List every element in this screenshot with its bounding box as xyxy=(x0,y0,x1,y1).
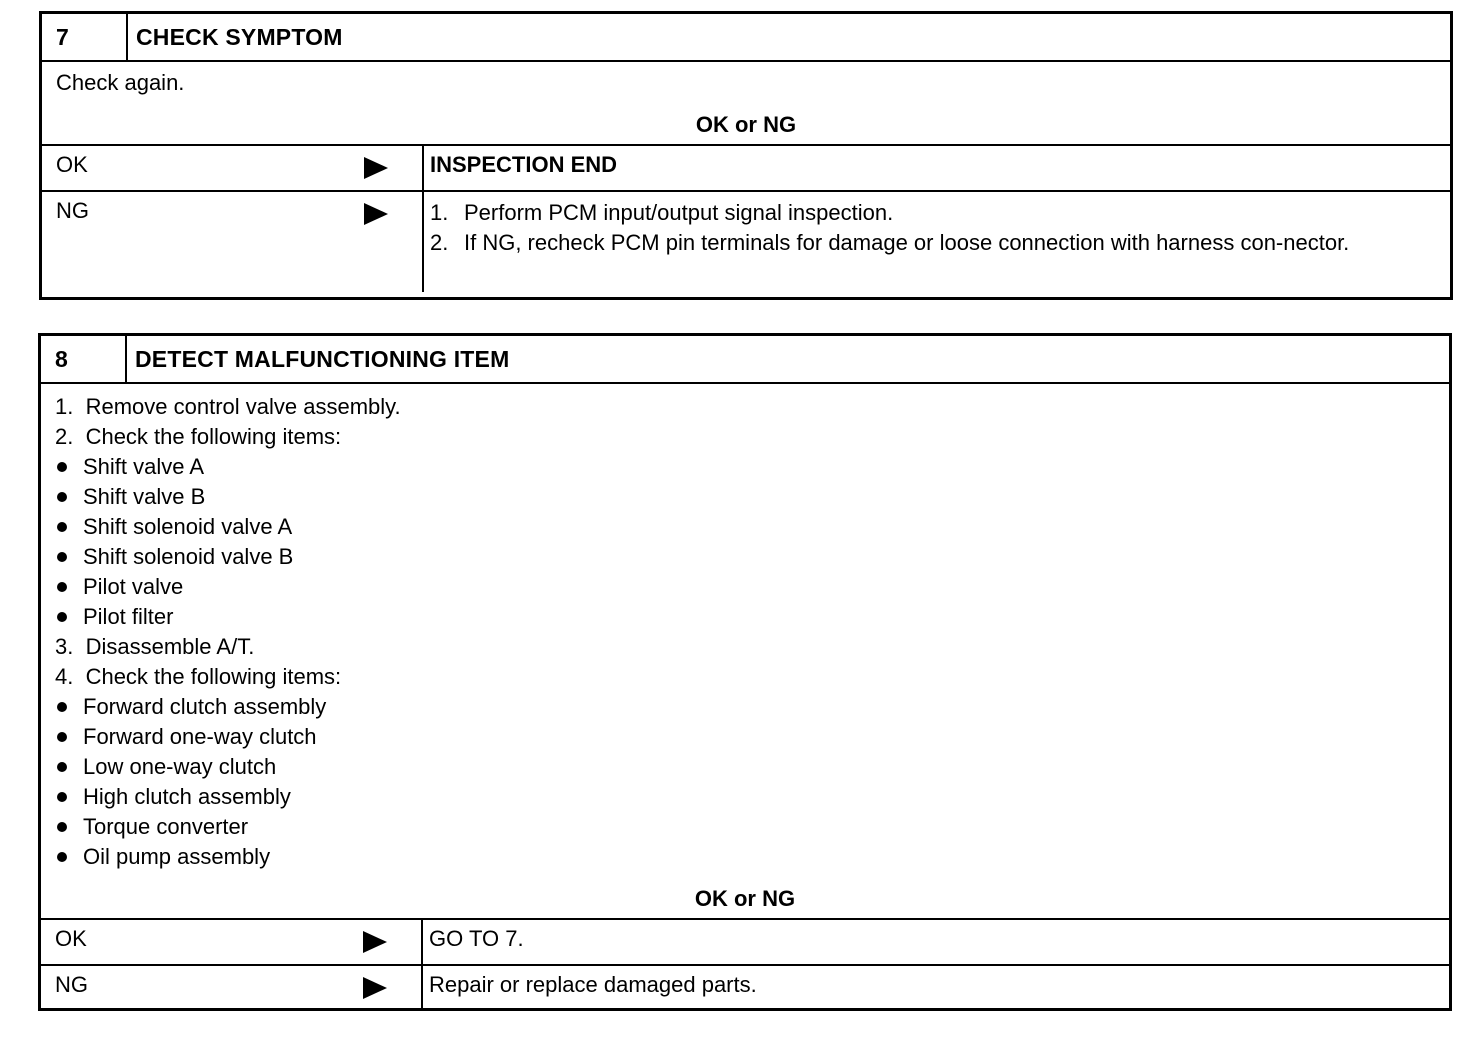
ok-label: OK xyxy=(56,152,88,177)
ng-cell xyxy=(42,192,424,292)
bullet-text: Forward one-way clutch xyxy=(83,724,317,749)
ok-or-ng-label: OK or NG xyxy=(41,880,1449,920)
bullet-item xyxy=(55,842,1449,872)
bullet-icon xyxy=(57,732,67,742)
numbered-step: 1. Remove control valve assembly. xyxy=(55,394,401,419)
arrow-right-icon xyxy=(363,977,387,999)
bullet-item xyxy=(55,542,1449,572)
ok-result: GO TO 7. xyxy=(429,926,524,951)
step-8-header xyxy=(41,336,1449,384)
step-number: 8 xyxy=(41,336,127,382)
ng-row xyxy=(42,192,1450,292)
bullet-item xyxy=(55,512,1449,542)
step-7-table xyxy=(39,11,1453,300)
numbered-step: 4. Check the following items: xyxy=(55,664,342,689)
bullet-icon xyxy=(57,582,67,592)
ng-label: NG xyxy=(55,972,88,997)
ng-result: Repair or replace damaged parts. xyxy=(429,972,757,997)
bullet-icon xyxy=(57,852,67,862)
bullet-text: High clutch assembly xyxy=(83,784,291,809)
ok-result-text: INSPECTION END xyxy=(430,152,618,177)
bullet-item xyxy=(55,482,1449,512)
ng-cell xyxy=(41,966,423,1010)
arrow-right-icon xyxy=(364,203,388,225)
ok-cell xyxy=(42,146,424,190)
bullet-text: Pilot valve xyxy=(83,574,184,599)
bullet-icon xyxy=(57,792,67,802)
bullet-item xyxy=(55,812,1449,842)
bullet-text: Shift valve B xyxy=(83,484,206,509)
bullet-item xyxy=(55,752,1449,782)
numbered-step: 3. Disassemble A/T. xyxy=(55,634,255,659)
ok-row xyxy=(42,146,1450,192)
bullet-icon xyxy=(57,552,67,562)
ok-row xyxy=(41,920,1449,966)
bullet-text: Oil pump assembly xyxy=(83,844,271,869)
arrow-right-icon xyxy=(364,157,388,179)
bullet-icon xyxy=(57,612,67,622)
bullet-text: Low one-way clutch xyxy=(83,754,277,779)
instruction-list xyxy=(55,392,1449,872)
ng-row xyxy=(41,966,1449,1010)
bullet-item xyxy=(55,782,1449,812)
bullet-text: Shift solenoid valve A xyxy=(83,514,293,539)
ng-result xyxy=(424,192,1450,292)
step-title: DETECT MALFUNCTIONING ITEM xyxy=(135,345,510,372)
ok-or-ng-label: OK or NG xyxy=(42,106,1450,146)
bullet-icon xyxy=(57,462,67,472)
bullet-item xyxy=(55,572,1449,602)
ok-cell xyxy=(41,920,423,964)
bullet-text: Shift valve A xyxy=(83,454,205,479)
ok-label: OK xyxy=(55,926,87,951)
list-item: 1. Perform PCM input/output signal inspection. xyxy=(430,200,894,225)
step-number: 7 xyxy=(42,14,128,60)
arrow-right-icon xyxy=(363,931,387,953)
step-8-table xyxy=(38,333,1452,1011)
ng-steps-list xyxy=(430,198,1450,258)
bullet-text: Shift solenoid valve B xyxy=(83,544,294,569)
numbered-step: 2. Check the following items: xyxy=(55,424,342,449)
bullet-item xyxy=(55,452,1449,482)
bullet-icon xyxy=(57,822,67,832)
bullet-icon xyxy=(57,522,67,532)
bullet-item xyxy=(55,602,1449,632)
bullet-item xyxy=(55,692,1449,722)
step-7-instruction: Check again. xyxy=(56,70,185,95)
step-title: CHECK SYMPTOM xyxy=(136,23,343,50)
bullet-text: Forward clutch assembly xyxy=(83,694,327,719)
step-8-instructions xyxy=(41,384,1449,880)
bullet-item xyxy=(55,722,1449,752)
bullet-text: Pilot filter xyxy=(83,604,174,629)
list-item: 2. If NG, recheck PCM pin terminals for damage or loose connection with harness con-nector. xyxy=(430,230,1350,255)
ng-label: NG xyxy=(56,198,89,223)
bullet-icon xyxy=(57,702,67,712)
bullet-icon xyxy=(57,762,67,772)
ok-result xyxy=(424,146,1450,190)
bullet-text: Torque converter xyxy=(83,814,249,839)
step-7-header xyxy=(42,14,1450,62)
bullet-icon xyxy=(57,492,67,502)
